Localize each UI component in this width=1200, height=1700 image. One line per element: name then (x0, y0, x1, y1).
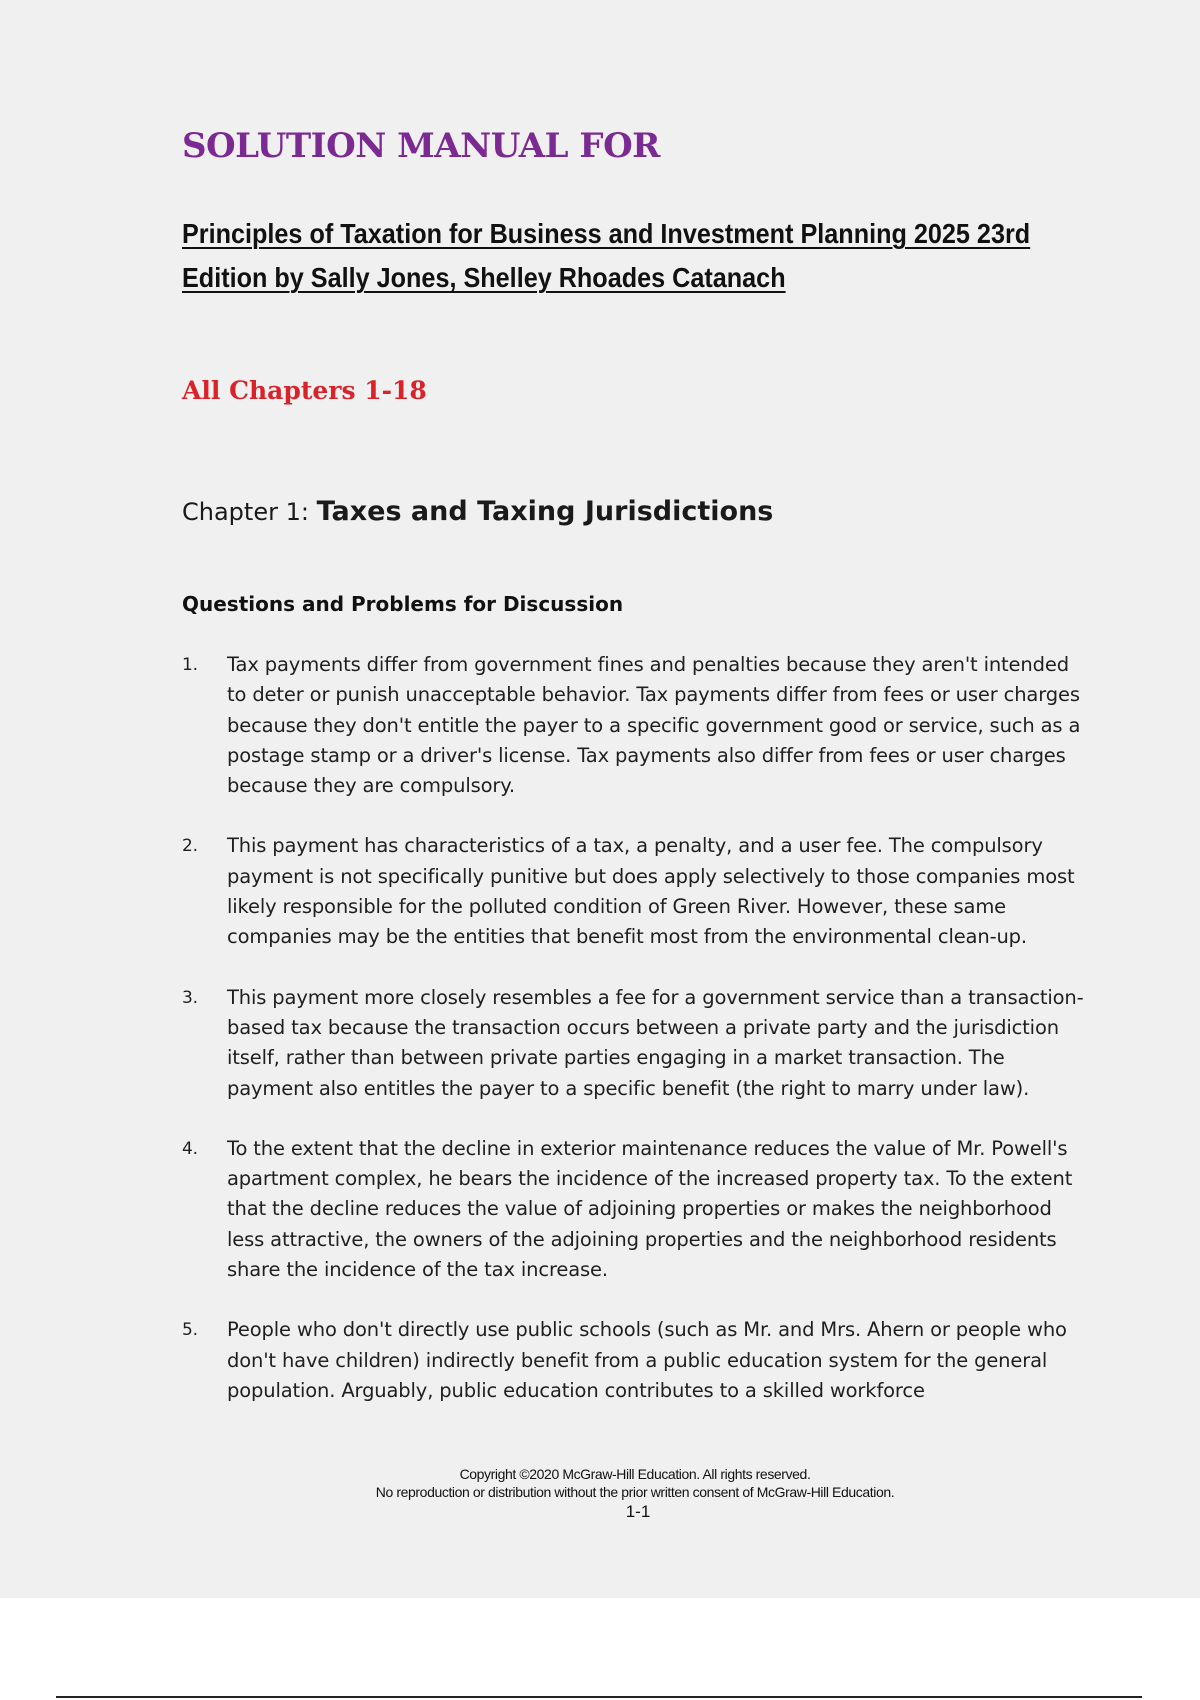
item-number: 5. (182, 1320, 198, 1341)
list-item (182, 983, 1092, 1104)
copyright-line: Copyright ©2020 McGraw-Hill Education. All rights reserved. (459, 1466, 811, 1482)
list-item (182, 831, 1092, 952)
answers-region (182, 650, 1102, 1468)
item-number: 4. (182, 1138, 198, 1159)
item-text: To the extent that the decline in exterior maintenance reduces the value of Mr. Powell's apartment complex, he bears the incidence of the increased property tax. To the extent that the decline reduces the value of adjoining properties or makes the neighborhood less attractive, the owners of the adjoining properties and the neighborhood residents share the incidence of the tax increase. (227, 1136, 1073, 1282)
page-number: 1-1 (625, 1502, 651, 1521)
chapter-label: Chapter 1: (182, 498, 317, 526)
list-item (182, 1134, 1092, 1285)
item-number: 3. (182, 987, 198, 1008)
item-text: This payment has characteristics of a tax, a penalty, and a user fee. The compulsory payment is not specifically punitive but does apply selectively to those companies most likely responsible for the polluted condition of Green River. However, these same companies may be the entities that benefit most from the environmental clean-up. (227, 834, 1075, 949)
book-title: Principles of Taxation for Business and Investment Planning 2025 23rd Edition by Sally Jones, Shelley Rhoades Catanach (182, 218, 1031, 293)
item-text: This payment more closely resembles a fee for a government service than a transaction-based tax because the transaction occurs between a private party and the jurisdiction itself, rather than between private parties engaging in a market transaction. The payment also entitles the payer to a specific benefit (the right to marry under law). (227, 985, 1084, 1100)
item-text: People who don't directly use public schools (such as Mr. and Mrs. Ahern or people who don't have children) indirectly benefit from a public education system for the general population. Arguably, public education contributes to a skilled workforce (227, 1318, 1067, 1402)
bottom-divider (56, 1696, 1142, 1698)
item-number: 1. (182, 655, 198, 675)
list-item (182, 1315, 1092, 1406)
section-heading: Questions and Problems for Discussion (182, 592, 624, 616)
answers-list (182, 650, 1092, 1436)
page-footer (0, 1465, 1200, 1523)
item-text: Tax payments differ from government fines and penalties because they aren't intended to deter or punish unacceptable behavior. Tax payments differ from fees or user charges because they don't entitle the payer to a specific government good or service, such as a postage stamp or a driver's license. Tax payments also differ from fees or user charges because they are compulsory. (227, 653, 1081, 798)
reproduction-notice: No reproduction or distribution without the prior written consent of McGraw-Hill Education. (375, 1484, 895, 1500)
manual-title: SOLUTION MANUAL FOR (182, 126, 660, 166)
chapters-range: All Chapters 1-18 (182, 376, 427, 405)
chapter-heading (182, 496, 773, 527)
item-number: 2. (182, 836, 198, 857)
list-item (182, 650, 1092, 801)
chapter-title: Taxes and Taxing Jurisdictions (316, 496, 774, 527)
